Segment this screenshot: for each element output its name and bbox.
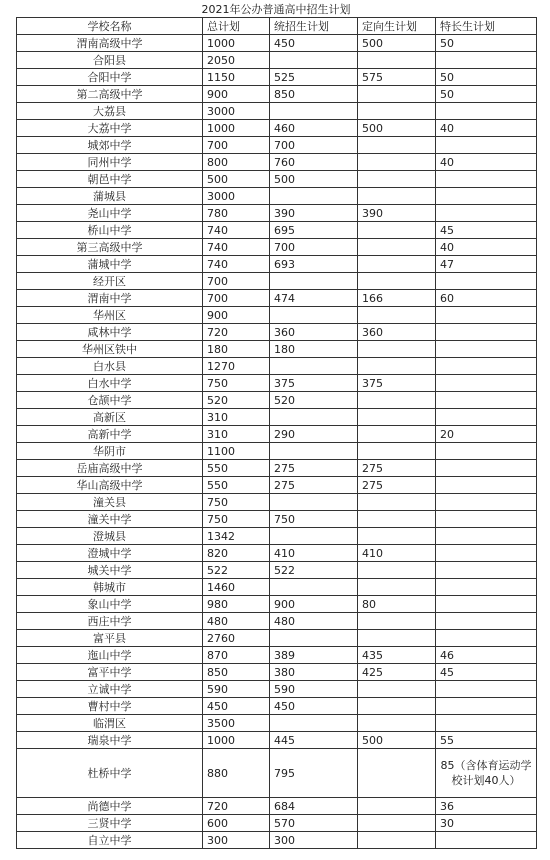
total-plan-cell: 700 xyxy=(203,290,270,307)
targeted-plan-cell xyxy=(358,528,436,545)
total-plan-cell: 750 xyxy=(203,494,270,511)
specialty-plan-cell: 20 xyxy=(436,426,537,443)
header-unified-plan: 统招生计划 xyxy=(270,18,358,35)
targeted-plan-cell xyxy=(358,630,436,647)
table-row xyxy=(17,392,537,409)
unified-plan-cell: 380 xyxy=(270,664,358,681)
targeted-plan-cell xyxy=(358,188,436,205)
targeted-plan-cell xyxy=(358,511,436,528)
targeted-plan-cell: 500 xyxy=(358,732,436,749)
specialty-plan-cell: 50 xyxy=(436,69,537,86)
table-row xyxy=(17,171,537,188)
total-plan-cell: 1000 xyxy=(203,35,270,52)
targeted-plan-cell xyxy=(358,443,436,460)
total-plan-cell: 700 xyxy=(203,273,270,290)
total-plan-cell: 1460 xyxy=(203,579,270,596)
unified-plan-cell xyxy=(270,188,358,205)
table-row xyxy=(17,86,537,103)
specialty-plan-cell xyxy=(436,562,537,579)
table-row xyxy=(17,409,537,426)
table-row xyxy=(17,477,537,494)
unified-plan-cell: 360 xyxy=(270,324,358,341)
school-name-cell: 大荔县 xyxy=(17,103,203,120)
targeted-plan-cell xyxy=(358,815,436,832)
school-name-cell: 西庄中学 xyxy=(17,613,203,630)
targeted-plan-cell xyxy=(358,137,436,154)
school-name-cell: 华州区铁中 xyxy=(17,341,203,358)
targeted-plan-cell: 80 xyxy=(358,596,436,613)
targeted-plan-cell xyxy=(358,52,436,69)
header-targeted-plan: 定向生计划 xyxy=(358,18,436,35)
total-plan-cell: 780 xyxy=(203,205,270,222)
unified-plan-cell xyxy=(270,307,358,324)
targeted-plan-cell: 275 xyxy=(358,460,436,477)
specialty-plan-cell xyxy=(436,832,537,849)
table-row xyxy=(17,528,537,545)
targeted-plan-cell: 435 xyxy=(358,647,436,664)
document xyxy=(16,2,536,849)
unified-plan-cell: 700 xyxy=(270,239,358,256)
unified-plan-cell xyxy=(270,494,358,511)
total-plan-cell: 870 xyxy=(203,647,270,664)
total-plan-cell: 1000 xyxy=(203,120,270,137)
school-name-cell: 仓颉中学 xyxy=(17,392,203,409)
total-plan-cell: 820 xyxy=(203,545,270,562)
school-name-cell: 白水县 xyxy=(17,358,203,375)
targeted-plan-cell xyxy=(358,832,436,849)
school-name-cell: 澄城中学 xyxy=(17,545,203,562)
targeted-plan-cell xyxy=(358,171,436,188)
specialty-plan-cell xyxy=(436,52,537,69)
total-plan-cell: 900 xyxy=(203,307,270,324)
specialty-plan-cell: 85（含体育运动学校计划40人） xyxy=(436,749,537,798)
unified-plan-cell: 375 xyxy=(270,375,358,392)
table-row xyxy=(17,815,537,832)
table-row xyxy=(17,562,537,579)
total-plan-cell: 740 xyxy=(203,239,270,256)
enrollment-plan-table xyxy=(16,17,537,849)
targeted-plan-cell: 410 xyxy=(358,545,436,562)
unified-plan-cell: 290 xyxy=(270,426,358,443)
targeted-plan-cell xyxy=(358,307,436,324)
targeted-plan-cell xyxy=(358,749,436,798)
total-plan-cell: 720 xyxy=(203,324,270,341)
unified-plan-cell xyxy=(270,273,358,290)
unified-plan-cell: 474 xyxy=(270,290,358,307)
table-row xyxy=(17,647,537,664)
targeted-plan-cell: 425 xyxy=(358,664,436,681)
table-row xyxy=(17,341,537,358)
school-name-cell: 临渭区 xyxy=(17,715,203,732)
targeted-plan-cell: 575 xyxy=(358,69,436,86)
table-row xyxy=(17,239,537,256)
specialty-plan-cell: 45 xyxy=(436,664,537,681)
targeted-plan-cell xyxy=(358,715,436,732)
targeted-plan-cell xyxy=(358,562,436,579)
table-row xyxy=(17,798,537,815)
table-row xyxy=(17,698,537,715)
header-total-plan: 总计划 xyxy=(203,18,270,35)
targeted-plan-cell xyxy=(358,426,436,443)
unified-plan-cell xyxy=(270,52,358,69)
school-name-cell: 渭南高级中学 xyxy=(17,35,203,52)
total-plan-cell: 500 xyxy=(203,171,270,188)
unified-plan-cell xyxy=(270,358,358,375)
specialty-plan-cell xyxy=(436,273,537,290)
school-name-cell: 尚德中学 xyxy=(17,798,203,815)
table-row xyxy=(17,545,537,562)
school-name-cell: 合阳县 xyxy=(17,52,203,69)
total-plan-cell: 720 xyxy=(203,798,270,815)
unified-plan-cell: 445 xyxy=(270,732,358,749)
targeted-plan-cell xyxy=(358,681,436,698)
specialty-plan-cell xyxy=(436,528,537,545)
school-name-cell: 华山高级中学 xyxy=(17,477,203,494)
targeted-plan-cell: 375 xyxy=(358,375,436,392)
table-row xyxy=(17,52,537,69)
table-row xyxy=(17,273,537,290)
unified-plan-cell: 500 xyxy=(270,171,358,188)
table-row xyxy=(17,69,537,86)
specialty-plan-cell xyxy=(436,698,537,715)
unified-plan-cell xyxy=(270,715,358,732)
total-plan-cell: 590 xyxy=(203,681,270,698)
school-name-cell: 尧山中学 xyxy=(17,205,203,222)
specialty-plan-cell xyxy=(436,392,537,409)
school-name-cell: 岳庙高级中学 xyxy=(17,460,203,477)
school-name-cell: 第三高级中学 xyxy=(17,239,203,256)
table-row xyxy=(17,137,537,154)
targeted-plan-cell: 500 xyxy=(358,120,436,137)
unified-plan-cell: 300 xyxy=(270,832,358,849)
unified-plan-cell: 522 xyxy=(270,562,358,579)
targeted-plan-cell xyxy=(358,103,436,120)
unified-plan-cell xyxy=(270,409,358,426)
table-row xyxy=(17,613,537,630)
table-row xyxy=(17,290,537,307)
total-plan-cell: 750 xyxy=(203,511,270,528)
unified-plan-cell xyxy=(270,630,358,647)
table-row xyxy=(17,596,537,613)
specialty-plan-cell xyxy=(436,307,537,324)
specialty-plan-cell xyxy=(436,188,537,205)
table-row xyxy=(17,511,537,528)
table-row xyxy=(17,307,537,324)
unified-plan-cell: 520 xyxy=(270,392,358,409)
unified-plan-cell: 750 xyxy=(270,511,358,528)
unified-plan-cell xyxy=(270,579,358,596)
school-name-cell: 立诚中学 xyxy=(17,681,203,698)
specialty-plan-cell xyxy=(436,171,537,188)
total-plan-cell: 310 xyxy=(203,426,270,443)
specialty-plan-cell: 30 xyxy=(436,815,537,832)
total-plan-cell: 600 xyxy=(203,815,270,832)
total-plan-cell: 3500 xyxy=(203,715,270,732)
school-name-cell: 富平县 xyxy=(17,630,203,647)
school-name-cell: 富平中学 xyxy=(17,664,203,681)
school-name-cell: 曹村中学 xyxy=(17,698,203,715)
specialty-plan-cell xyxy=(436,324,537,341)
table-row xyxy=(17,630,537,647)
specialty-plan-cell xyxy=(436,375,537,392)
table-row xyxy=(17,426,537,443)
targeted-plan-cell xyxy=(358,698,436,715)
unified-plan-cell: 480 xyxy=(270,613,358,630)
targeted-plan-cell xyxy=(358,222,436,239)
total-plan-cell: 550 xyxy=(203,477,270,494)
total-plan-cell: 1270 xyxy=(203,358,270,375)
total-plan-cell: 1150 xyxy=(203,69,270,86)
total-plan-cell: 1000 xyxy=(203,732,270,749)
school-name-cell: 澄城县 xyxy=(17,528,203,545)
unified-plan-cell: 760 xyxy=(270,154,358,171)
specialty-plan-cell xyxy=(436,613,537,630)
table-row xyxy=(17,715,537,732)
specialty-plan-cell xyxy=(436,511,537,528)
unified-plan-cell: 390 xyxy=(270,205,358,222)
table-row xyxy=(17,732,537,749)
school-name-cell: 华州区 xyxy=(17,307,203,324)
targeted-plan-cell xyxy=(358,154,436,171)
total-plan-cell: 740 xyxy=(203,256,270,273)
school-name-cell: 潼关中学 xyxy=(17,511,203,528)
header-school-name: 学校名称 xyxy=(17,18,203,35)
school-name-cell: 白水中学 xyxy=(17,375,203,392)
table-row xyxy=(17,664,537,681)
specialty-plan-cell xyxy=(436,103,537,120)
school-name-cell: 高新中学 xyxy=(17,426,203,443)
school-name-cell: 象山中学 xyxy=(17,596,203,613)
total-plan-cell: 2050 xyxy=(203,52,270,69)
table-row xyxy=(17,256,537,273)
unified-plan-cell: 389 xyxy=(270,647,358,664)
specialty-plan-cell xyxy=(436,545,537,562)
table-row xyxy=(17,460,537,477)
total-plan-cell: 3000 xyxy=(203,188,270,205)
specialty-plan-cell: 55 xyxy=(436,732,537,749)
school-name-cell: 同州中学 xyxy=(17,154,203,171)
total-plan-cell: 980 xyxy=(203,596,270,613)
targeted-plan-cell xyxy=(358,239,436,256)
unified-plan-cell: 525 xyxy=(270,69,358,86)
targeted-plan-cell xyxy=(358,494,436,511)
targeted-plan-cell xyxy=(358,579,436,596)
total-plan-cell: 520 xyxy=(203,392,270,409)
school-name-cell: 朝邑中学 xyxy=(17,171,203,188)
targeted-plan-cell: 500 xyxy=(358,35,436,52)
table-row xyxy=(17,358,537,375)
total-plan-cell: 850 xyxy=(203,664,270,681)
school-name-cell: 第二高级中学 xyxy=(17,86,203,103)
specialty-plan-cell xyxy=(436,358,537,375)
table-row xyxy=(17,579,537,596)
table-row xyxy=(17,749,537,798)
school-name-cell: 桥山中学 xyxy=(17,222,203,239)
table-body xyxy=(17,35,537,849)
targeted-plan-cell xyxy=(358,341,436,358)
table-row xyxy=(17,205,537,222)
specialty-plan-cell xyxy=(436,596,537,613)
table-row xyxy=(17,188,537,205)
table-row xyxy=(17,103,537,120)
table-row xyxy=(17,832,537,849)
school-name-cell: 华阴市 xyxy=(17,443,203,460)
table-row xyxy=(17,120,537,137)
targeted-plan-cell xyxy=(358,273,436,290)
unified-plan-cell: 450 xyxy=(270,698,358,715)
table-row xyxy=(17,222,537,239)
header-specialty-plan: 特长生计划 xyxy=(436,18,537,35)
table-row xyxy=(17,154,537,171)
school-name-cell: 三贤中学 xyxy=(17,815,203,832)
unified-plan-cell xyxy=(270,443,358,460)
total-plan-cell: 3000 xyxy=(203,103,270,120)
targeted-plan-cell xyxy=(358,358,436,375)
specialty-plan-cell: 40 xyxy=(436,120,537,137)
school-name-cell: 潼关县 xyxy=(17,494,203,511)
targeted-plan-cell xyxy=(358,392,436,409)
table-row xyxy=(17,443,537,460)
unified-plan-cell: 695 xyxy=(270,222,358,239)
unified-plan-cell: 900 xyxy=(270,596,358,613)
school-name-cell: 咸林中学 xyxy=(17,324,203,341)
specialty-plan-cell xyxy=(436,630,537,647)
targeted-plan-cell: 360 xyxy=(358,324,436,341)
table-row xyxy=(17,681,537,698)
unified-plan-cell: 590 xyxy=(270,681,358,698)
specialty-plan-cell xyxy=(436,477,537,494)
total-plan-cell: 300 xyxy=(203,832,270,849)
specialty-plan-cell: 40 xyxy=(436,239,537,256)
targeted-plan-cell: 275 xyxy=(358,477,436,494)
school-name-cell: 韩城市 xyxy=(17,579,203,596)
table-row xyxy=(17,494,537,511)
school-name-cell: 高新区 xyxy=(17,409,203,426)
targeted-plan-cell xyxy=(358,256,436,273)
school-name-cell: 蒲城县 xyxy=(17,188,203,205)
specialty-plan-cell: 46 xyxy=(436,647,537,664)
specialty-plan-cell xyxy=(436,579,537,596)
school-name-cell: 自立中学 xyxy=(17,832,203,849)
table-row xyxy=(17,35,537,52)
targeted-plan-cell: 390 xyxy=(358,205,436,222)
unified-plan-cell: 180 xyxy=(270,341,358,358)
school-name-cell: 蒲城中学 xyxy=(17,256,203,273)
total-plan-cell: 480 xyxy=(203,613,270,630)
header-row xyxy=(17,18,537,35)
total-plan-cell: 1342 xyxy=(203,528,270,545)
unified-plan-cell: 795 xyxy=(270,749,358,798)
specialty-plan-cell: 50 xyxy=(436,35,537,52)
unified-plan-cell: 275 xyxy=(270,477,358,494)
school-name-cell: 迤山中学 xyxy=(17,647,203,664)
school-name-cell: 城郊中学 xyxy=(17,137,203,154)
total-plan-cell: 800 xyxy=(203,154,270,171)
table-row xyxy=(17,375,537,392)
unified-plan-cell: 275 xyxy=(270,460,358,477)
total-plan-cell: 750 xyxy=(203,375,270,392)
targeted-plan-cell xyxy=(358,409,436,426)
unified-plan-cell: 450 xyxy=(270,35,358,52)
unified-plan-cell: 850 xyxy=(270,86,358,103)
total-plan-cell: 1100 xyxy=(203,443,270,460)
specialty-plan-cell xyxy=(436,715,537,732)
specialty-plan-cell: 36 xyxy=(436,798,537,815)
unified-plan-cell: 700 xyxy=(270,137,358,154)
total-plan-cell: 2760 xyxy=(203,630,270,647)
targeted-plan-cell xyxy=(358,798,436,815)
table-row xyxy=(17,324,537,341)
specialty-plan-cell: 60 xyxy=(436,290,537,307)
unified-plan-cell: 693 xyxy=(270,256,358,273)
school-name-cell: 经开区 xyxy=(17,273,203,290)
specialty-plan-cell xyxy=(436,443,537,460)
specialty-plan-cell: 45 xyxy=(436,222,537,239)
total-plan-cell: 900 xyxy=(203,86,270,103)
specialty-plan-cell xyxy=(436,409,537,426)
unified-plan-cell: 460 xyxy=(270,120,358,137)
specialty-plan-cell: 50 xyxy=(436,86,537,103)
school-name-cell: 合阳中学 xyxy=(17,69,203,86)
total-plan-cell: 522 xyxy=(203,562,270,579)
specialty-plan-cell xyxy=(436,205,537,222)
total-plan-cell: 450 xyxy=(203,698,270,715)
total-plan-cell: 740 xyxy=(203,222,270,239)
targeted-plan-cell xyxy=(358,86,436,103)
table-title: 2021年公办普通高中招生计划 xyxy=(201,3,351,16)
unified-plan-cell: 410 xyxy=(270,545,358,562)
unified-plan-cell xyxy=(270,528,358,545)
unified-plan-cell: 684 xyxy=(270,798,358,815)
targeted-plan-cell: 166 xyxy=(358,290,436,307)
school-name-cell: 渭南中学 xyxy=(17,290,203,307)
targeted-plan-cell xyxy=(358,613,436,630)
total-plan-cell: 700 xyxy=(203,137,270,154)
unified-plan-cell xyxy=(270,103,358,120)
school-name-cell: 杜桥中学 xyxy=(17,749,203,798)
specialty-plan-cell xyxy=(436,681,537,698)
total-plan-cell: 880 xyxy=(203,749,270,798)
specialty-plan-cell xyxy=(436,494,537,511)
specialty-plan-cell: 47 xyxy=(436,256,537,273)
unified-plan-cell: 570 xyxy=(270,815,358,832)
total-plan-cell: 180 xyxy=(203,341,270,358)
school-name-cell: 瑞泉中学 xyxy=(17,732,203,749)
specialty-plan-cell xyxy=(436,137,537,154)
specialty-plan-cell: 40 xyxy=(436,154,537,171)
school-name-cell: 城关中学 xyxy=(17,562,203,579)
school-name-cell: 大荔中学 xyxy=(17,120,203,137)
total-plan-cell: 310 xyxy=(203,409,270,426)
total-plan-cell: 550 xyxy=(203,460,270,477)
specialty-plan-cell xyxy=(436,341,537,358)
specialty-plan-cell xyxy=(436,460,537,477)
